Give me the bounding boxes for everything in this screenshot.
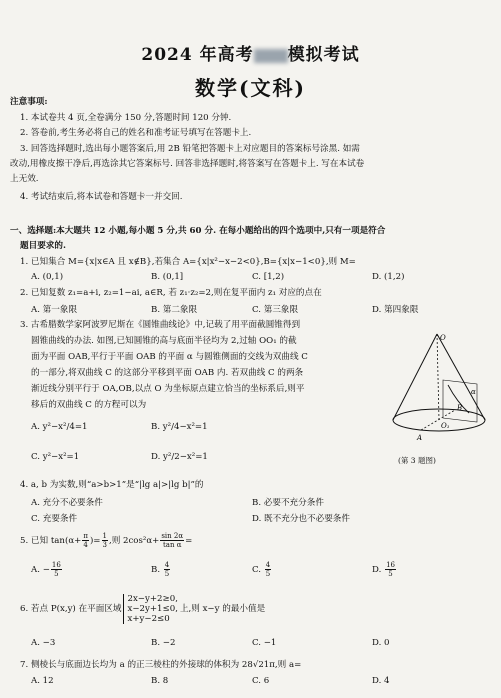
q5-frac-3: [160, 532, 184, 549]
q1-option-c: C. [1,2): [252, 272, 285, 282]
q7-stem: 7. 侧棱长与底面边长均为 a 的正三棱柱的外接球的体积为 28√21π,则 a=: [20, 660, 302, 670]
q4-stem: 4. a, b 为实数,则“a>b>1”是“|lg a|>|lg b|”的: [20, 480, 204, 490]
q3-option-a: A. y²−x²/4=1: [31, 422, 88, 432]
q1-stem: 1. 已知集合 M={x|x∈A 且 x∉B},若集合 A={x|x²−x−2<0},B={x|x−1<0},则 M=: [20, 257, 356, 267]
q3-option-c: C. y²−x²=1: [31, 452, 80, 462]
title-right: 模拟考试: [287, 45, 360, 65]
q5-b-frac: [164, 561, 170, 578]
q5-text-b: )=: [89, 536, 101, 546]
q5-a-sign: −: [42, 565, 50, 575]
note-1: 1. 本试卷共 4 页,全卷满分 150 分,答题时间 120 分钟.: [20, 113, 232, 123]
q2-option-a: A. 第一象限: [31, 305, 78, 315]
q2-stem: 2. 已知复数 z₁=a+i, z₂=1−ai, a∈R, 若 z₁·z₂=2,则在复平面内 z₁ 对应的点在: [20, 288, 322, 298]
cone-axis: [437, 334, 439, 420]
q5-frac-2: [102, 532, 108, 549]
label-a: A: [417, 434, 423, 442]
q2-option-c: C. 第三象限: [252, 305, 299, 315]
q5-option-d: [372, 561, 397, 578]
note-3-cont: 改动,用橡皮擦干净后,再选涂其它答案标号. 回答非选择题时,将答案写在答题卡上. 写在本试卷: [10, 159, 365, 169]
q4-option-c: C. 充要条件: [31, 514, 78, 524]
q5-d-den: 5: [388, 570, 393, 578]
q5-c-frac: [265, 561, 271, 578]
q5-a-frac: [51, 561, 62, 578]
q5-text-a: 5. 已知 tan(α+: [20, 536, 82, 546]
q7-option-c: C. 6: [252, 676, 270, 686]
q6-option-a: A. −3: [31, 638, 56, 648]
q5-a-den: 5: [54, 570, 59, 578]
q4-option-b: B. 必要不充分条件: [252, 498, 324, 508]
label-b: B: [457, 404, 463, 412]
q3-line-5: 渐近线分别平行于 OA,OB,以点 O 为坐标原点建立恰当的坐标系后,则平: [31, 384, 305, 394]
q3-option-b: B. y²/4−x²=1: [151, 422, 208, 432]
title-left: 2024 年高考: [141, 45, 254, 65]
q5-frac-2-num: 1: [102, 532, 107, 540]
q5-frac-3-den: tan α: [162, 541, 182, 549]
q5-b-den: 5: [164, 570, 170, 578]
q6-ineq-2: x−2y+1≤0,: [127, 604, 178, 614]
label-o: O: [440, 334, 446, 342]
label-alpha: α: [471, 388, 476, 396]
q3-line-4: 的一部分,将双曲线 C 的这部分平移到平面 OAB 内. 若双曲线 C 的两条: [31, 368, 304, 378]
q3-line-1: 3. 古希腊数学家阿波罗尼斯在《圆锥曲线论》中,记载了用平面截圆锥得到: [20, 320, 301, 330]
q1-option-b: B. (0,1]: [151, 272, 184, 282]
q6-text-b: 上,则 x−y 的最小值是: [179, 603, 266, 614]
q6-option-b: B. −2: [151, 638, 176, 648]
section-diameter: [421, 410, 455, 430]
q5-frac-1: [82, 532, 89, 549]
q6-system: [123, 594, 177, 624]
q6-ineq-3: x+y−2≤0: [127, 614, 170, 624]
q5-c-den: 5: [265, 570, 271, 578]
note-2: 2. 答卷前,考生务必将自己的姓名和准考证号填写在答题卡上.: [20, 128, 252, 138]
q3-option-d: D. y²/2−x²=1: [151, 452, 208, 462]
q5-d-label: D.: [372, 565, 382, 575]
q5-b-num: 4: [164, 561, 170, 569]
q6-option-c: C. −1: [252, 638, 277, 648]
q3-line-6: 移后的双曲线 C 的方程可以为: [31, 400, 147, 410]
q5-a-num: 16: [51, 561, 61, 569]
q6-option-d: D. 0: [372, 638, 390, 648]
q5-d-frac: [385, 561, 396, 578]
subject-title: 数学(文科): [195, 76, 306, 100]
redacted-region: [254, 49, 288, 63]
q5-frac-2-den: 3: [102, 541, 107, 549]
q5-text-d: =: [185, 536, 193, 546]
q7-option-b: B. 8: [151, 676, 169, 686]
q2-option-b: B. 第二象限: [151, 305, 198, 315]
plane-alpha: [443, 380, 477, 422]
q1-option-a: A. (0,1): [31, 272, 64, 282]
q2-option-d: D. 第四象限: [372, 305, 419, 315]
note-3: 3. 回答选择题时,选出每小题答案后,用 2B 铅笔把答题卡上对应题目的答案标号涂黑. 如需: [20, 144, 360, 154]
q5-c-label: C.: [252, 565, 262, 575]
cone-left-edge: [393, 334, 437, 420]
q1-option-d: D. (1,2): [372, 272, 405, 282]
q5-frac-3-num: sin 2α: [161, 532, 184, 540]
section1-heading: 一、选择题:本大题共 12 小题,每小题 5 分,共 60 分. 在每小题给出的四个选项中,只有一项是符合: [10, 226, 386, 236]
q4-option-d: D. 既不充分也不必要条件: [252, 514, 350, 524]
q5-frac-1-den: 4: [83, 541, 88, 549]
q7-option-a: A. 12: [31, 676, 54, 686]
cone-figure: [385, 330, 495, 448]
q5-a-label: A.: [31, 565, 40, 575]
q5-option-b: [151, 561, 171, 578]
section1-heading-cont: 题目要求的.: [20, 241, 66, 251]
q4-option-a: A. 充分不必要条件: [31, 498, 103, 508]
q5-option-a: [31, 561, 63, 578]
q5-c-num: 4: [265, 561, 271, 569]
q6-stem: [20, 594, 491, 624]
q3-line-3: 面为平面 OAB,平行于平面 OAB 的平面 α 与圆锥侧面的交线为双曲线 C: [31, 352, 308, 362]
figure-caption: (第 3 题图): [398, 456, 436, 465]
label-o1: O₁: [441, 422, 450, 430]
q5-option-c: [252, 561, 272, 578]
q3-line-2: 圆锥曲线的办法. 如图,已知圆锥的高与底面半径均为 2,过轴 OO₁ 的截: [31, 336, 297, 346]
q5-d-num: 16: [386, 561, 395, 569]
q7-option-d: D. 4: [372, 676, 390, 686]
q5-b-label: B.: [151, 565, 161, 575]
note-4: 4. 考试结束后,将本试卷和答题卡一并交回.: [20, 192, 183, 202]
notes-heading: 注意事项:: [10, 97, 48, 107]
exam-title: [0, 40, 501, 65]
note-3-end: 上无效.: [10, 174, 39, 184]
q5-text-c: ,则 2cos²α+: [108, 536, 160, 546]
q6-text-a: 6. 若点 P(x,y) 在平面区域: [20, 603, 122, 614]
q5-stem: [20, 532, 491, 550]
q5-frac-1-num: π: [83, 532, 88, 540]
q6-ineq-1: 2x−y+2≥0,: [127, 594, 178, 604]
